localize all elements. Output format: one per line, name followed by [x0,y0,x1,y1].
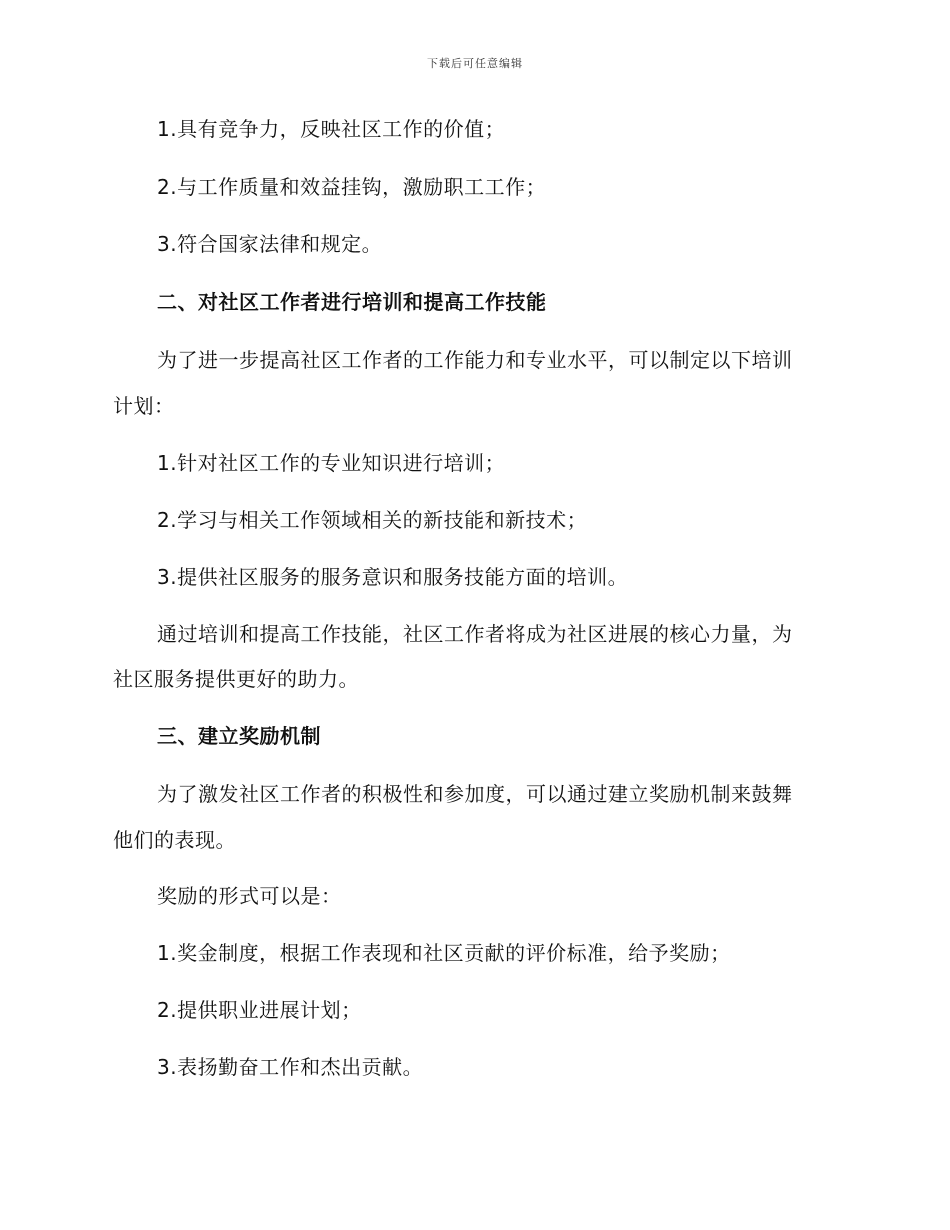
paragraph-line: 他们的表现。 [113,828,236,852]
header-note: 下载后可任意编辑 [427,57,523,70]
paragraph-line: 社区服务提供更好的助力。 [113,667,359,691]
list-item: 1.针对社区工作的专业知识进行培训； [157,451,506,475]
list-item: 3.提供社区服务的服务意识和服务技能方面的培训。 [157,565,629,589]
paragraph-line: 计划： [113,394,175,418]
paragraph-line: 为了进一步提高社区工作者的工作能力和专业水平，可以制定以下培训 [157,348,793,372]
paragraph-line: 奖励的形式可以是： [157,884,342,908]
list-item: 2.与工作质量和效益挂钩，激励职工工作； [157,175,547,199]
paragraph-line: 通过培训和提高工作技能，社区工作者将成为社区进展的核心力量，为 [157,622,793,646]
list-item: 3.表扬勤奋工作和杰出贡献。 [157,1055,424,1079]
list-item: 2.提供职业进展计划； [157,998,362,1022]
list-item: 3.符合国家法律和规定。 [157,232,383,256]
section-heading: 三、建立奖励机制 [157,724,321,748]
paragraph-line: 为了激发社区工作者的积极性和参加度，可以通过建立奖励机制来鼓舞 [157,782,793,806]
list-item: 2.学习与相关工作领域相关的新技能和新技术； [157,508,588,532]
section-heading: 二、对社区工作者进行培训和提高工作技能 [157,290,547,314]
list-item: 1.具有竞争力，反映社区工作的价值； [157,117,506,141]
list-item: 1.奖金制度，根据工作表现和社区贡献的评价标准，给予奖励； [157,941,731,965]
